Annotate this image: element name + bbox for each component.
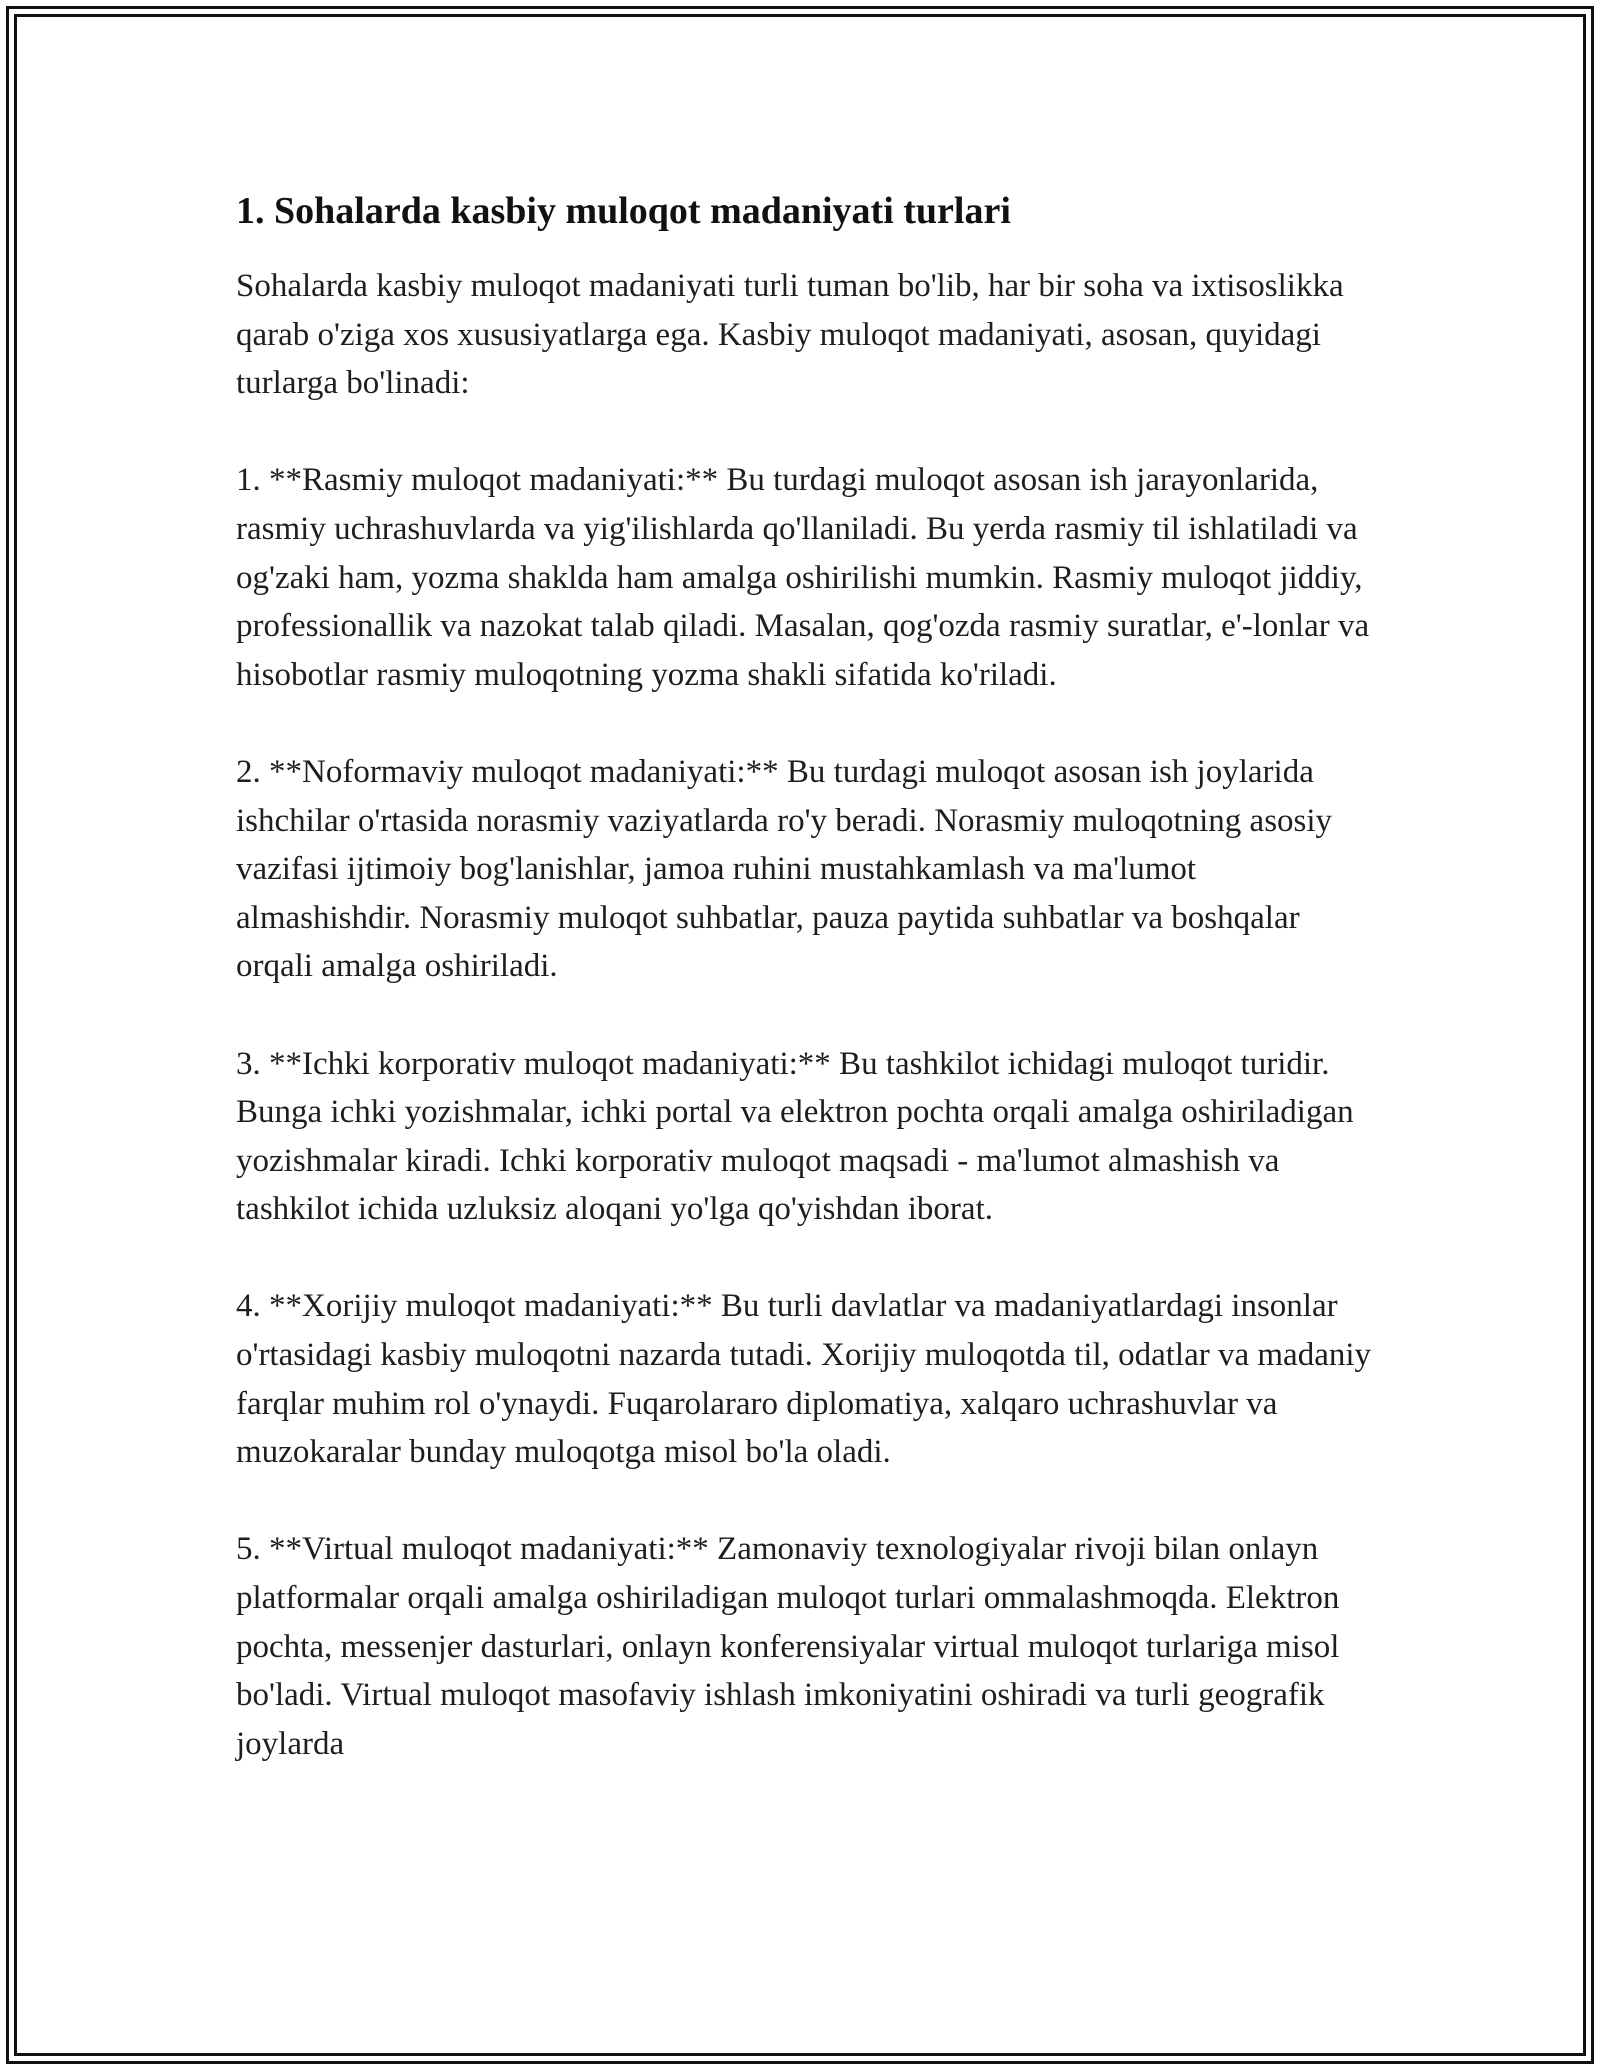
list-item-virtual: 5. **Virtual muloqot madaniyati:** Zamonaviy texnologiyalar rivoji bilan onlayn platformalar orqali amalga oshiriladigan muloqot turlari ommalashmoqda. Elektron pochta, messenjer dasturlari, onlayn konferensiyalar virtual muloqot turlariga misol bo'ladi. Virtual muloqot masofaviy ishlash imkoniyatini oshiradi va turli geografik joylarda	[236, 1531, 1340, 1762]
list-item-rasmiy: 1. **Rasmiy muloqot madaniyati:** Bu turdagi muloqot asosan ish jarayonlarida, rasmiy uchrashuvlarda va yig'ilishlarda qo'llaniladi. Bu yerda rasmiy til ishlatiladi va og'zaki ham, yozma shaklda ham amalga oshirilishi mumkin. Rasmiy muloqot jiddiy, professionallik va nazokat talab qiladi. Masalan, qog'ozda rasmiy suratlar, e'-lonlar va hisobotlar rasmiy muloqotning yozma shakli sifatida ko'riladi.	[236, 462, 1370, 693]
document-body	[236, 186, 1376, 1817]
intro-paragraph: Sohalarda kasbiy muloqot madaniyati turli tuman bo'lib, har bir soha va ixtisoslikka qarab o'ziga xos xususiyatlarga ega. Kasbiy muloqot madaniyati, asosan, quyidagi turlarga bo'linadi:	[236, 268, 1344, 402]
list-item-noformaviy: 2. **Noformaviy muloqot madaniyati:** Bu turdagi muloqot asosan ish joylarida ishchilar o'rtasida norasmiy vaziyatlarda ro'y beradi. Norasmiy muloqotning asosiy vazifasi ijtimoiy bog'lanishlar, jamoa ruhini mustahkamlash va ma'lumot almashishdir. Norasmiy muloqot suhbatlar, pauza paytida suhbatlar va boshqalar orqali amalga oshiriladi.	[236, 753, 1333, 985]
list-item-xorijiy: 4. **Xorijiy muloqot madaniyati:** Bu turli davlatlar va madaniyatlardagi insonlar o'rtasidagi kasbiy muloqotni nazarda tutadi. Xorijiy muloqotda til, odatlar va madaniy farqlar muhim rol o'ynaydi. Fuqarolararo diplomatiya, xalqaro uchrashuvlar va muzokaralar bunday muloqotga misol bo'la oladi.	[236, 1288, 1372, 1471]
list-item-ichki-korporativ: 3. **Ichki korporativ muloqot madaniyati:** Bu tashkilot ichidagi muloqot turidir. Bunga ichki yozishmalar, ichki portal va elektron pochta orqali amalga oshiriladigan yozishmalar kiradi. Ichki korporativ muloqot maqsadi - ma'lumot almashish va tashkilot ichida uzluksiz aloqani yo'lga qo'yishdan iborat.	[236, 1045, 1354, 1228]
section-heading: 1. Sohalarda kasbiy muloqot madaniyati turlari	[236, 190, 1011, 232]
